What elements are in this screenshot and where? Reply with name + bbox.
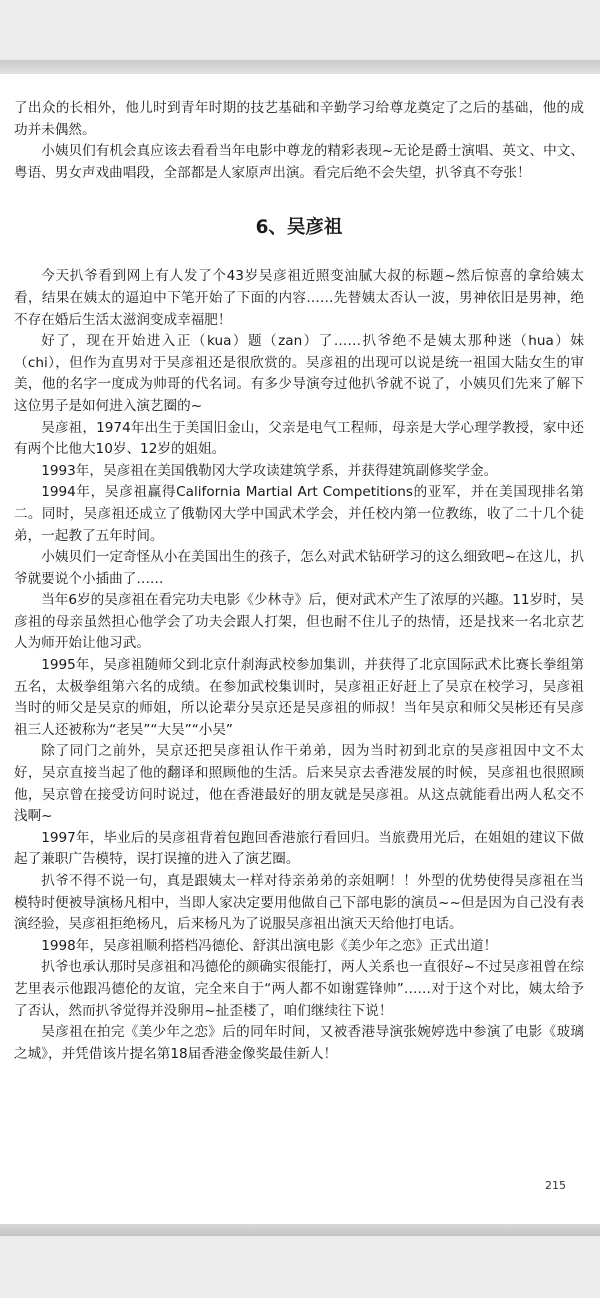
top-shadow-divider [0, 60, 600, 74]
paragraph: 1994年，吴彦祖赢得California Martial Art Competitions的亚军，并在美国现排名第二。同时，吴彦祖还成立了俄勒冈大学中国武术学会，并任校内第一位教练，收了二十几个徒弟，一起教了五年时间。 [14, 484, 584, 544]
paragraph: 今天扒爷看到网上有人发了个43岁吴彦祖近照变油腻大叔的标题~然后惊喜的拿给姨太看，结果在姨太的逼迫中下笔开始了下面的内容……先替姨太否认一波，男神依旧是男神，绝不存在婚后生活太滋润变成幸福肥！ [14, 268, 584, 328]
paragraph: 1995年，吴彦祖随师父到北京什刹海武校参加集训，并获得了北京国际武术比赛长拳组第五名，太极拳组第六名的成绩。在参加武校集训时，吴彦祖正好赶上了吴京在校学习，吴彦祖当时的师父是吴京的师姐，所以论辈分吴京还是吴彦祖的师叔！当年吴京和师父吴彬还有吴彦祖三人还被称为“老吴”“大吴”“小吴” [14, 657, 584, 738]
page-number: 215 [545, 1179, 566, 1192]
bottom-shadow-divider [0, 1224, 600, 1236]
paragraph: 扒爷也承认那时吴彦祖和冯德伦的颜确实很能打，两人关系也一直很好~不过吴彦祖曾在综艺里表示他跟冯德伦的友谊，完全来自于“两人都不如谢霆锋帅”……对于这个对比，姨太给予了否认，然而扒爷觉得并没卵用~扯歪楼了，咱们继续往下说！ [14, 959, 584, 1019]
paragraph: 扒爷不得不说一句，真是跟姨太一样对待亲弟弟的亲姐啊！！外型的优势使得吴彦祖在当模特时便被导演杨凡相中，当即人家决定要用他做自己下部电影的演员~~但是因为自己没有表演经验，吴彦祖拒绝杨凡，后来杨凡为了说服吴彦祖出演天天给他打电话。 [14, 873, 584, 933]
paragraph: 小姨贝们有机会真应该去看看当年电影中尊龙的精彩表现~无论是爵士演唱、英文、中文、粤语、男女声戏曲唱段，全部都是人家原声出演。看完后绝不会失望，扒爷真不夸张！ [14, 143, 584, 181]
bottom-margin-bar [0, 1236, 600, 1298]
paragraph: 吴彦祖在拍完《美少年之恋》后的同年时间，又被香港导演张婉婷选中参演了电影《玻璃之城》，并凭借该片提名第18届香港金像奖最佳新人！ [14, 1024, 584, 1062]
paragraph: 好了，现在开始进入正（kua）题（zan）了……扒爷绝不是姨太那种迷（hua）妹（chi），但作为直男对于吴彦祖还是很欣赏的。吴彦祖的出现可以说是统一祖国大陆女生的审美，他的名字一度成为帅哥的代名词。有多少导演夸过他扒爷就不说了，小姨贝们先来了解下这位男子是如何进入演艺圈的~ [14, 333, 584, 414]
section-heading: 6、吴彦祖 [255, 217, 343, 239]
paragraph: 除了同门之前外，吴京还把吴彦祖认作干弟弟，因为当时初到北京的吴彦祖因中文不太好，吴京直接当起了他的翻译和照顾他的生活。后来吴京去香港发展的时候，吴彦祖也很照顾他，吴京曾在接受访问时说过，他在香港最好的朋友就是吴彦祖。从这点就能看出两人私交不浅啊~ [14, 743, 584, 825]
paragraph: 1993年，吴彦祖在美国俄勒冈大学攻读建筑学系，并获得建筑副修奖学金。 [41, 462, 498, 479]
paragraph: 当年6岁的吴彦祖在看完功夫电影《少林寺》后，便对武术产生了浓厚的兴趣。11岁时，吴彦祖的母亲虽然担心他学会了功夫会跟人打架，但也耐不住儿子的热情，还是找来一名北京艺人为师开始让他习武。 [14, 592, 584, 652]
paragraph: 了出众的长相外，他儿时到青年时期的技艺基础和辛勤学习给尊龙奠定了之后的基础，他的成功并未偶然。 [14, 100, 584, 138]
paragraph: 1998年，吴彦祖顺利搭档冯德伦、舒淇出演电影《美少年之恋》正式出道！ [41, 937, 498, 954]
paragraph: 小姨贝们一定奇怪从小在美国出生的孩子，怎么对武术钻研学习的这么细致吧~在这儿，扒爷就要说个小插曲了…… [14, 549, 584, 587]
paragraph: 吴彦祖，1974年出生于美国旧金山，父亲是电气工程师，母亲是大学心理学教授，家中还有两个比他大10岁、12岁的姐姐。 [14, 419, 584, 458]
paragraph: 1997年，毕业后的吴彦祖背着包跑回香港旅行看回归。当旅费用光后，在姐姐的建议下做起了兼职广告模特，误打误撞的进入了演艺圈。 [14, 829, 584, 868]
document-body [14, 98, 584, 1065]
top-margin-bar [0, 0, 600, 60]
